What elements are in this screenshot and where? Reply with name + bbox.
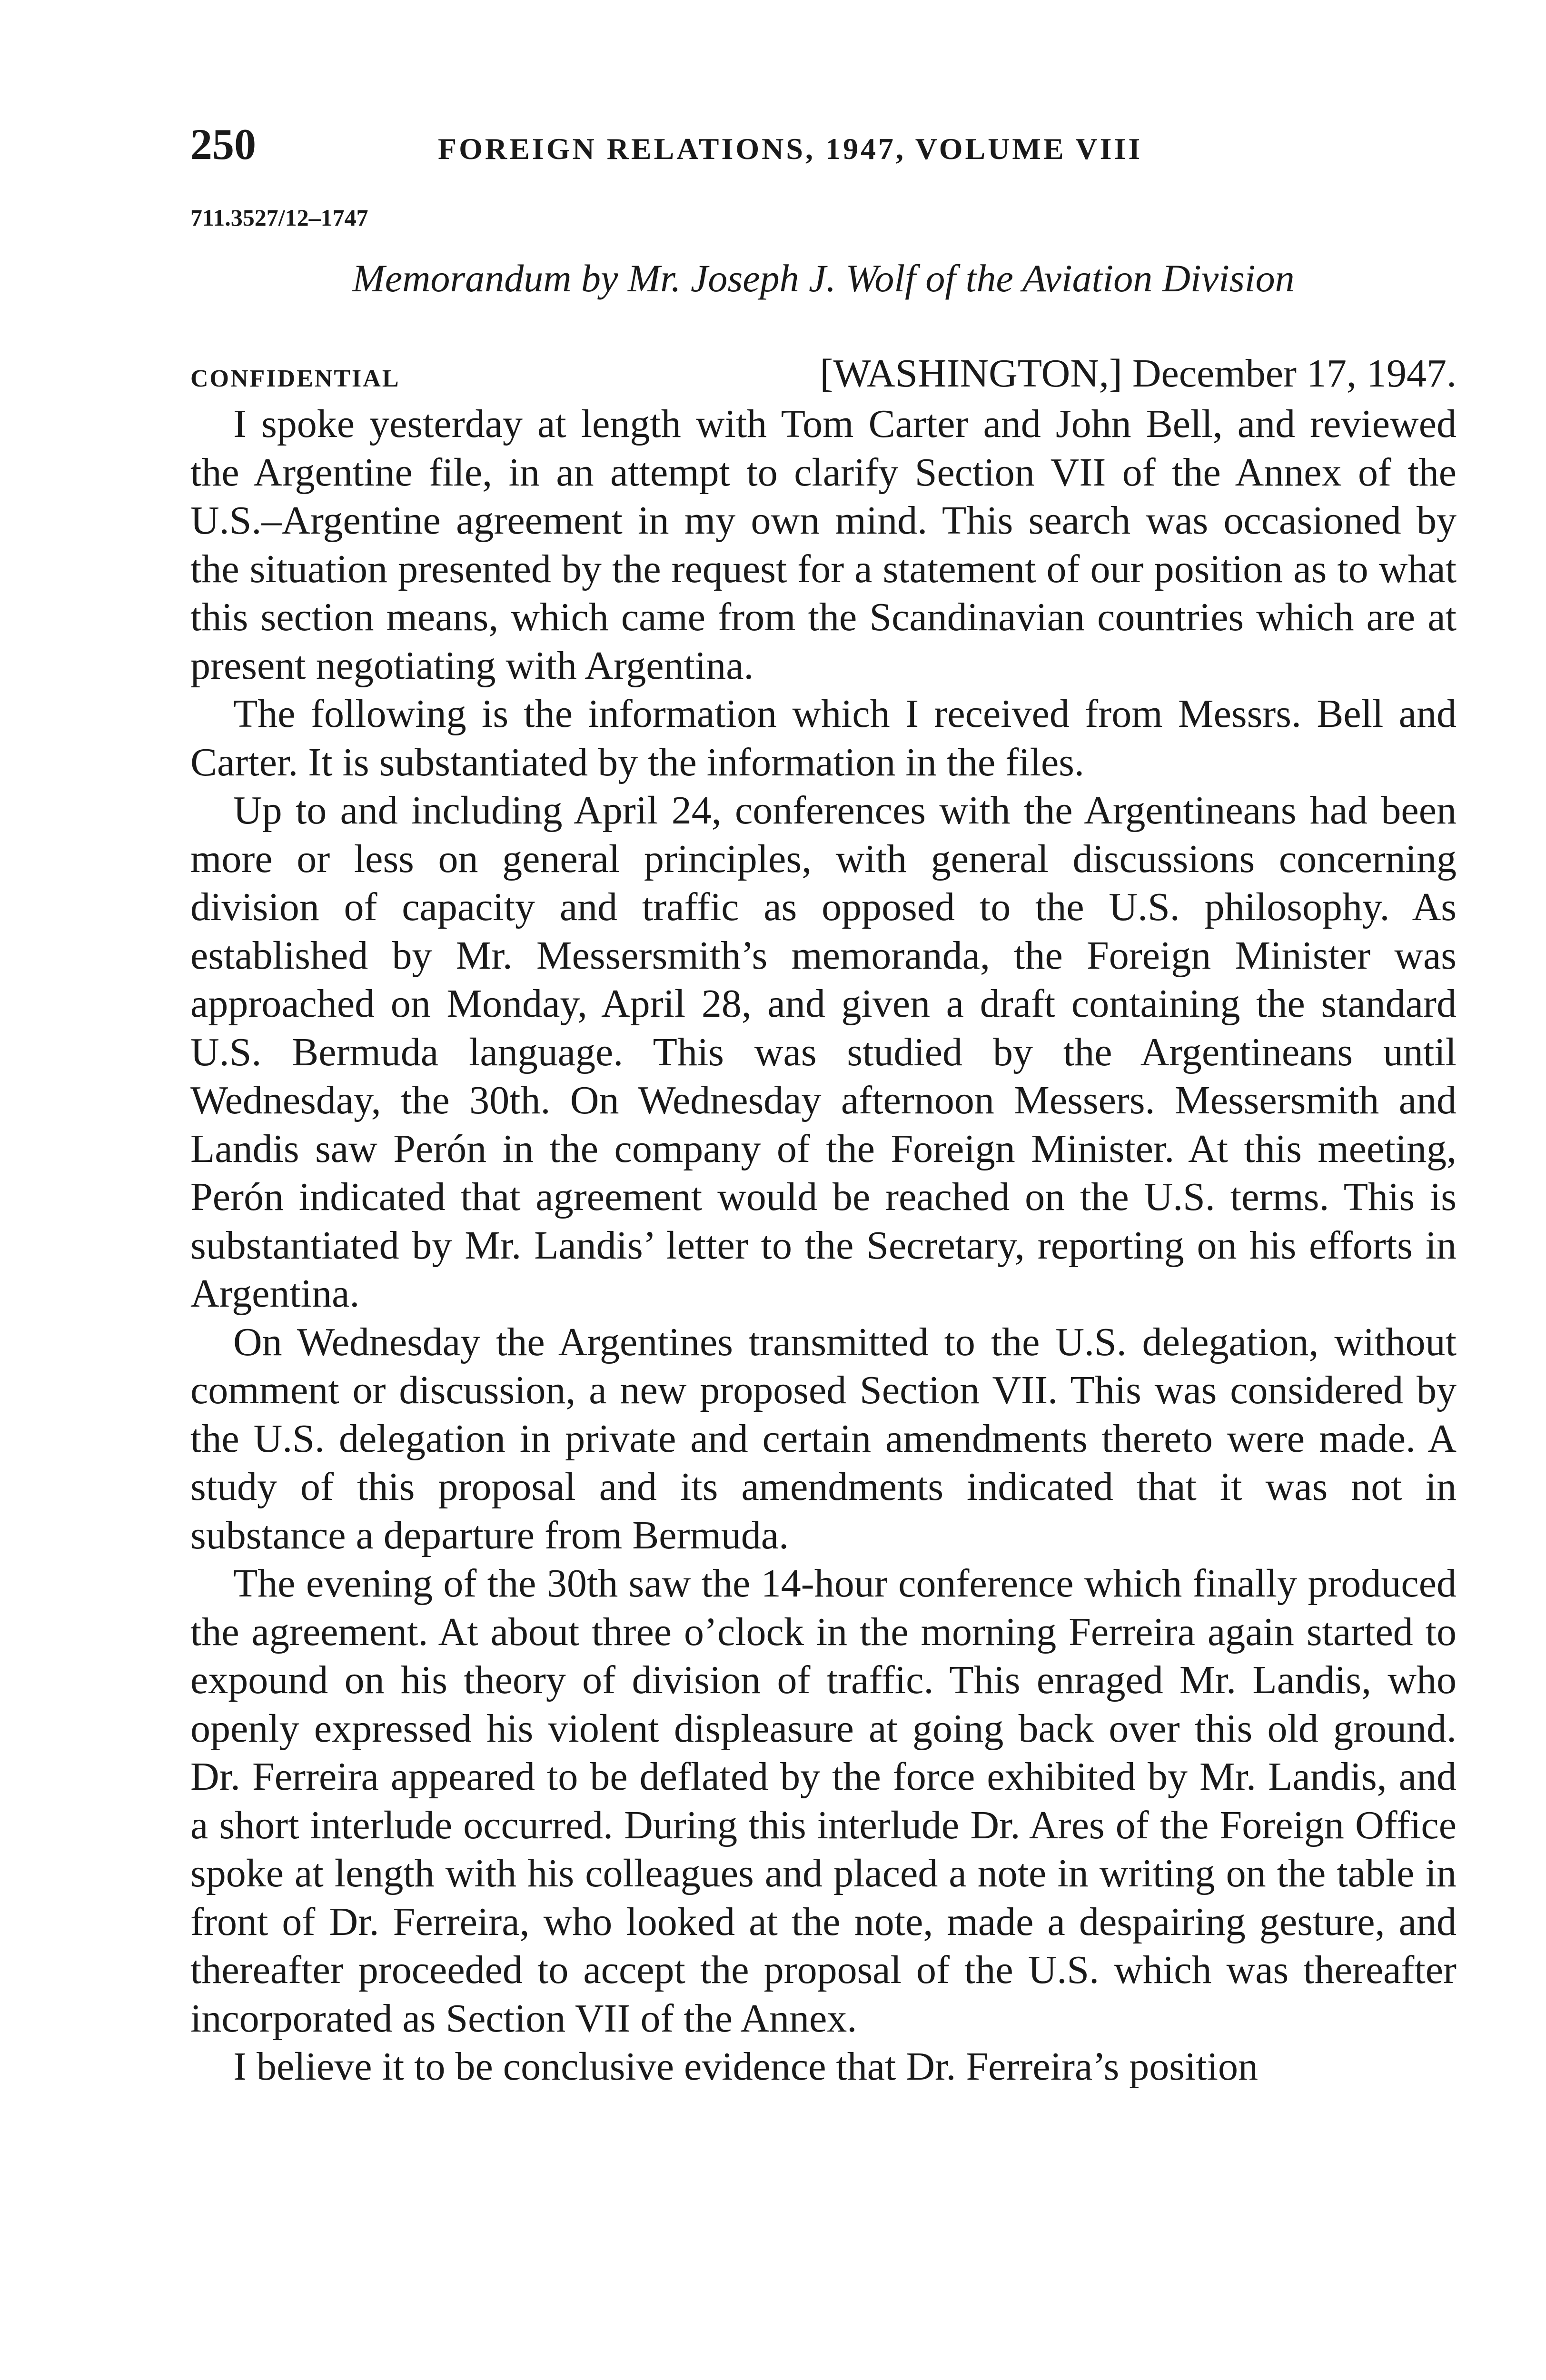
volume-title: FOREIGN RELATIONS, 1947, VOLUME VIII — [438, 132, 1143, 166]
document-title: Memorandum by Mr. Joseph J. Wolf of the Aviation Division — [352, 257, 1295, 300]
running-head — [190, 119, 1457, 181]
paragraph: Up to and including April 24, conferences with the Argentineans had been more or less on general principles, with general discussions concerning division of capacity and traffic as opposed to the U.S. philosophy. As established by Mr. Messersmith’s memoranda, the Foreign Minister was approached on Monday, April 28, and given a draft containing the standard U.S. Bermuda language. This was studied by the Argentineans until Wednesday, the 30th. On Wednesday afternoon Messers. Messersmith and Landis saw Perón in the company of the Foreign Minister. At this meeting, Perón indicated that agreement would be reached on the U.S. terms. This is substantiated by Mr. Landis’ letter to the Secretary, reporting on his efforts in Argentina. — [190, 788, 1457, 1316]
meta-line — [190, 350, 1457, 398]
file-number: 711.3527/12–1747 — [190, 204, 368, 231]
document-page — [190, 119, 1457, 2091]
paragraph: I spoke yesterday at length with Tom Carter and John Bell, and reviewed the Argentine file, in an attempt to clarify Section VII of the Annex of the U.S.–Argentine agreement in my own mind. This search was occasioned by the situation presented by the request for a statement of our position as to what this section means, which came from the Scandinavian countries which are at present negotiating with Argentina. — [190, 402, 1457, 688]
paragraph: On Wednesday the Argentines transmitted to the U.S. delegation, without comment or discussion, a new proposed Section VII. This was considered by the U.S. delegation in private and certain amendments thereto were made. A study of this proposal and its amendments indicated that it was not in substance a departure from Bermuda. — [190, 1319, 1457, 1557]
classification-label: CONFIDENTIAL — [190, 365, 400, 392]
paragraph: The following is the information which I received from Messrs. Bell and Carter. It is substantiated by the information in the files. — [190, 692, 1457, 784]
paragraph: The evening of the 30th saw the 14-hour conference which finally produced the agreement. At about three o’clock in the morning Ferreira again started to expound on his theory of division of traffic. This enraged Mr. Landis, who openly expressed his violent displeasure at going back over this old ground. Dr. Ferreira appeared to be deflated by the force exhibited by Mr. Landis, and a short interlude occurred. During this interlude Dr. Ares of the Foreign Office spoke at length with his colleagues and placed a note in writing on the table in front of Dr. Ferreira, who looked at the note, made a despairing gesture, and thereafter proceeded to accept the proposal of the U.S. which was thereafter incorporated as Section VII of the Annex. — [190, 1561, 1457, 2041]
page-number: 250 — [190, 120, 256, 169]
dateline: [WASHINGTON,] December 17, 1947. — [820, 351, 1457, 396]
body-text — [190, 400, 1457, 2091]
paragraph: I believe it to be conclusive evidence that Dr. Ferreira’s position — [233, 2044, 1258, 2089]
